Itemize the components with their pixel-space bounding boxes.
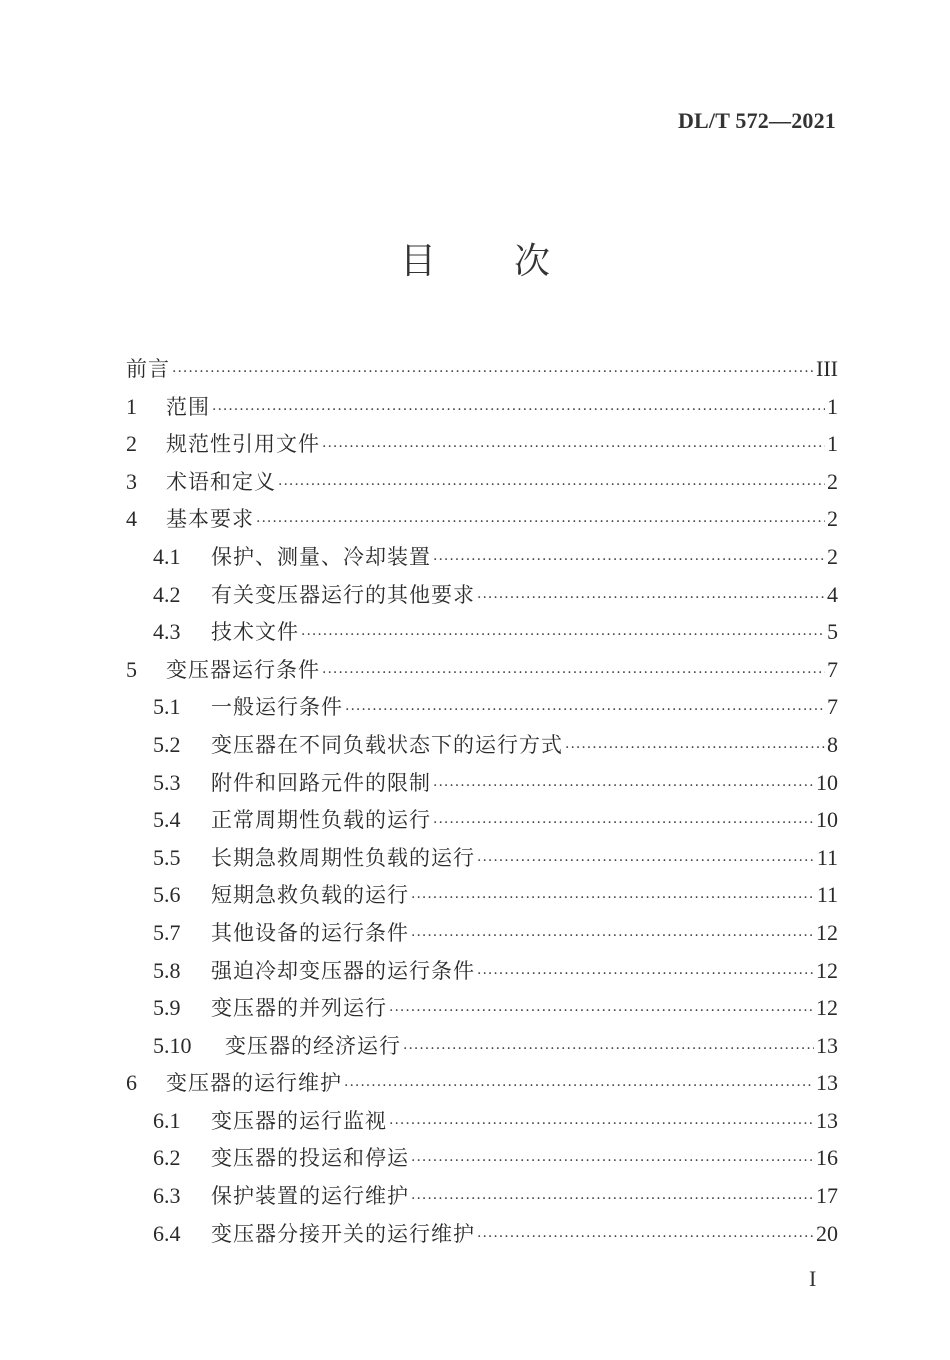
toc-leader-dots — [565, 730, 825, 764]
toc-leader-dots — [411, 918, 814, 952]
toc-entry-number: 4.1 — [153, 543, 181, 569]
toc-entry-title: 变压器的投运和停运 — [211, 1146, 409, 1171]
toc-entry-page: 2 — [827, 506, 838, 532]
page-folio: I — [809, 1266, 817, 1291]
toc-entry-title: 技术文件 — [211, 620, 299, 645]
toc-entry-number: 5.6 — [153, 882, 181, 908]
toc-leader-dots — [172, 354, 814, 388]
toc-entry-number: 3 — [126, 468, 137, 494]
toc-entry-page: 13 — [816, 1032, 838, 1058]
toc-entry[interactable] — [126, 989, 838, 1027]
toc-entry-title: 变压器的运行维护 — [166, 1071, 342, 1096]
toc-entry[interactable] — [126, 388, 838, 426]
toc-entry-title: 变压器运行条件 — [166, 657, 320, 682]
toc-entry[interactable] — [126, 1027, 838, 1065]
toc-entry-number: 6.1 — [153, 1107, 181, 1133]
toc-entry[interactable] — [126, 839, 838, 877]
toc-entry[interactable] — [126, 576, 838, 614]
toc-entry-number: 5.8 — [153, 957, 181, 983]
toc-leader-dots — [477, 580, 825, 614]
toc-entry-title: 变压器在不同负载状态下的运行方式 — [211, 732, 563, 757]
toc-leader-dots — [389, 993, 814, 1027]
toc-entry[interactable] — [126, 876, 838, 914]
toc-entry-number: 5.5 — [153, 844, 181, 870]
toc-entry-page: 1 — [827, 431, 838, 457]
toc-entry-title: 术语和定义 — [166, 469, 276, 494]
toc-entry-number: 5.7 — [153, 919, 181, 945]
toc-entry-title: 保护、测量、冷却装置 — [211, 544, 431, 569]
toc-entry-number: 6.2 — [153, 1145, 181, 1171]
toc-leader-dots — [344, 1068, 814, 1102]
toc-leader-dots — [322, 429, 825, 463]
toc-entry-title: 变压器的经济运行 — [225, 1033, 401, 1058]
toc-entry-page: 10 — [816, 807, 838, 833]
toc-entry-number: 1 — [126, 393, 137, 419]
toc-entry-number: 6 — [126, 1070, 137, 1096]
table-of-contents — [126, 350, 838, 1252]
toc-leader-dots — [411, 1181, 814, 1215]
toc-entry[interactable] — [126, 801, 838, 839]
toc-leader-dots — [477, 956, 814, 990]
toc-leader-dots — [256, 504, 825, 538]
document-code: DL/T 572—2021 — [677, 108, 836, 133]
toc-leader-dots — [389, 1106, 814, 1140]
toc-leader-dots — [477, 843, 815, 877]
toc-entry-page: 10 — [816, 769, 838, 795]
toc-entry-title: 其他设备的运行条件 — [211, 920, 409, 945]
toc-entry-number: 5.9 — [153, 995, 181, 1021]
toc-entry-page: 1 — [827, 393, 838, 419]
toc-entry-number: 5 — [126, 656, 137, 682]
toc-entry[interactable] — [126, 613, 838, 651]
toc-entry-title: 范围 — [166, 394, 210, 419]
toc-entry-title: 强迫冷却变压器的运行条件 — [211, 958, 475, 983]
toc-entry-number: 4.3 — [153, 619, 181, 645]
toc-entry-number: 5.1 — [153, 694, 181, 720]
toc-entry-number: 5.10 — [153, 1032, 192, 1058]
toc-entry-number: 6.4 — [153, 1220, 181, 1246]
toc-entry-page: 8 — [827, 731, 838, 757]
toc-entry[interactable] — [126, 1102, 838, 1140]
toc-entry-page: 7 — [827, 694, 838, 720]
toc-entry-page: 12 — [816, 995, 838, 1021]
toc-entry-title: 一般运行条件 — [211, 695, 343, 720]
toc-entry-number: 5.4 — [153, 807, 181, 833]
toc-leader-dots — [433, 542, 825, 576]
toc-leader-dots — [411, 1143, 814, 1177]
toc-entry-page: 13 — [816, 1107, 838, 1133]
toc-entry-title: 基本要求 — [166, 507, 254, 532]
toc-entry[interactable] — [126, 688, 838, 726]
toc-entry[interactable] — [126, 764, 838, 802]
toc-entry-page: 16 — [816, 1145, 838, 1171]
toc-entry[interactable] — [126, 1064, 838, 1102]
toc-entry[interactable] — [126, 914, 838, 952]
toc-leader-dots — [411, 880, 815, 914]
toc-leader-dots — [345, 692, 825, 726]
toc-entry[interactable] — [126, 500, 838, 538]
toc-entry[interactable] — [126, 726, 838, 764]
page-title: 目次 — [399, 241, 628, 282]
toc-entry[interactable] — [126, 350, 838, 388]
toc-entry[interactable] — [126, 463, 838, 501]
toc-entry-page: 11 — [816, 882, 838, 908]
toc-entry[interactable] — [126, 952, 838, 990]
toc-entry[interactable] — [126, 1177, 838, 1215]
toc-entry-page: 20 — [816, 1220, 838, 1246]
toc-entry-page: 2 — [827, 543, 838, 569]
toc-entry-number: 6.3 — [153, 1183, 181, 1209]
toc-entry-page: 7 — [827, 656, 838, 682]
toc-entry[interactable] — [126, 1139, 838, 1177]
toc-entry-title: 变压器的运行监视 — [211, 1108, 387, 1133]
toc-entry-title: 前言 — [126, 357, 170, 381]
toc-entry-page: III — [816, 356, 838, 381]
toc-leader-dots — [403, 1031, 814, 1065]
toc-leader-dots — [278, 467, 825, 501]
toc-leader-dots — [301, 617, 825, 651]
toc-entry-title: 规范性引用文件 — [166, 432, 320, 457]
toc-entry[interactable] — [126, 1215, 838, 1253]
toc-entry[interactable] — [126, 651, 838, 689]
toc-entry-title: 附件和回路元件的限制 — [211, 770, 431, 795]
toc-entry-number: 4 — [126, 506, 137, 532]
toc-entry-page: 2 — [827, 468, 838, 494]
toc-entry-page: 5 — [827, 619, 838, 645]
toc-leader-dots — [433, 805, 814, 839]
toc-entry-title: 长期急救周期性负载的运行 — [211, 845, 475, 870]
toc-entry-page: 4 — [827, 581, 838, 607]
toc-leader-dots — [433, 768, 814, 802]
toc-entry-number: 5.2 — [153, 731, 181, 757]
toc-entry-page: 17 — [816, 1183, 838, 1209]
toc-entry-title: 正常周期性负载的运行 — [211, 808, 431, 833]
toc-entry-page: 12 — [816, 919, 838, 945]
toc-entry-title: 短期急救负载的运行 — [211, 883, 409, 908]
toc-entry-title: 变压器的并列运行 — [211, 996, 387, 1021]
toc-entry-title: 保护装置的运行维护 — [211, 1184, 409, 1209]
toc-entry-number: 4.2 — [153, 581, 181, 607]
toc-entry-title: 有关变压器运行的其他要求 — [211, 582, 475, 607]
toc-leader-dots — [212, 392, 825, 426]
toc-leader-dots — [477, 1219, 814, 1253]
toc-entry[interactable] — [126, 538, 838, 576]
toc-entry-number: 2 — [126, 431, 137, 457]
toc-entry-title: 变压器分接开关的运行维护 — [211, 1221, 475, 1246]
toc-leader-dots — [322, 655, 825, 689]
toc-entry-page: 11 — [816, 844, 838, 870]
toc-entry-page: 13 — [816, 1070, 838, 1096]
toc-entry-page: 12 — [816, 957, 838, 983]
toc-entry[interactable] — [126, 425, 838, 463]
toc-entry-number: 5.3 — [153, 769, 181, 795]
